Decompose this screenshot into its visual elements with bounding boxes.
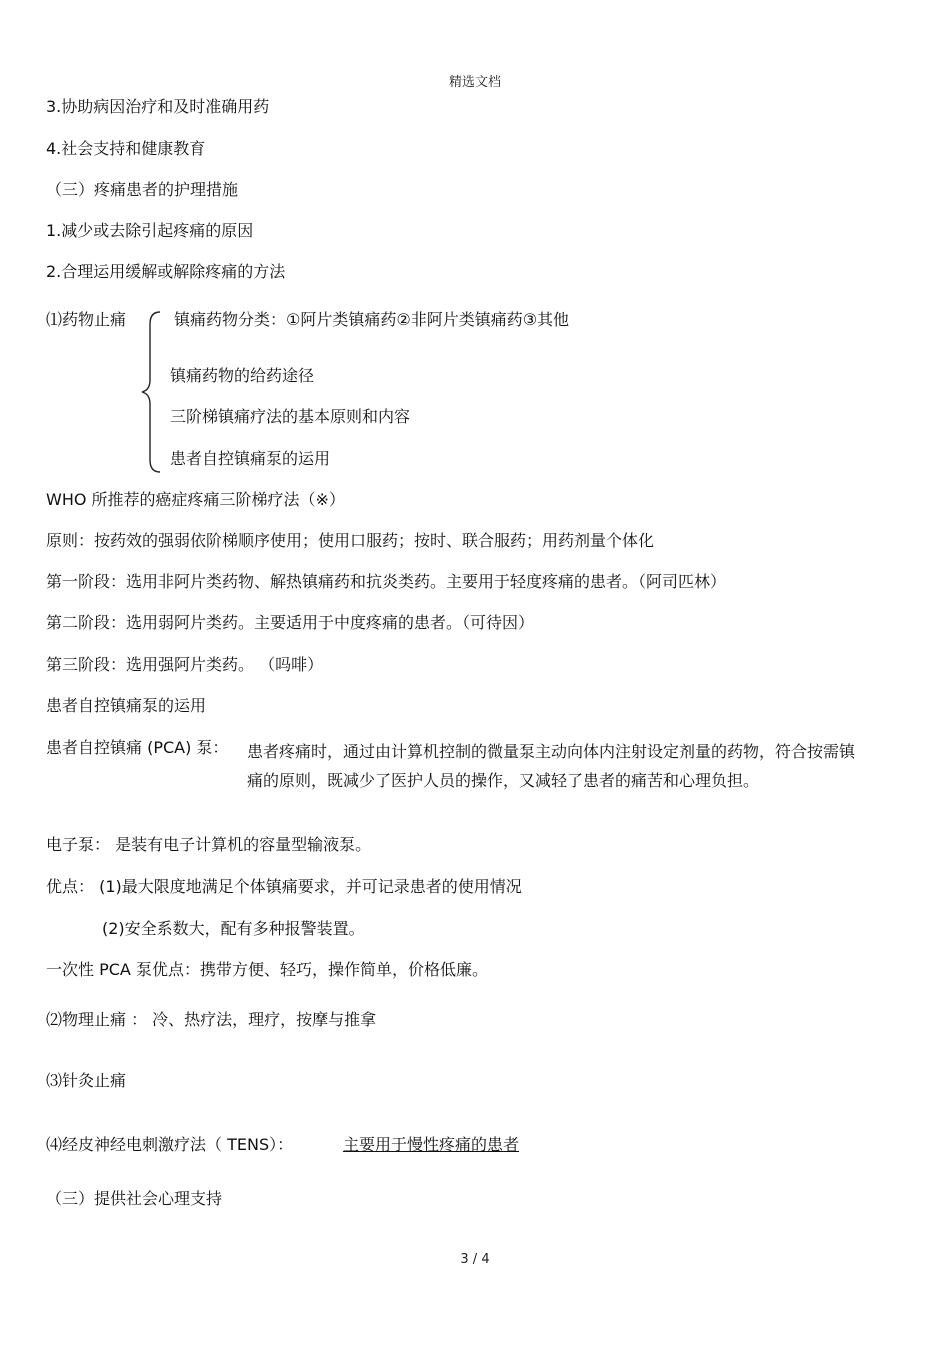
who-stage-3: 第三阶段：选用强阿片类药。 （吗啡） (46, 655, 324, 674)
physical-analgesia: ⑵物理止痛 ： 冷、热疗法，理疗，按摩与推拿 (46, 1010, 377, 1029)
who-title: WHO 所推荐的癌症疼痛三阶梯疗法（※） (46, 490, 345, 509)
page-number: 3 / 4 (460, 1252, 490, 1267)
line-4: 4.社会支持和健康教育 (46, 139, 206, 158)
acupuncture: ⑶针灸止痛 (46, 1071, 127, 1090)
tens-text: 主要用于慢性疼痛的患者 (343, 1135, 520, 1154)
who-stage-2: 第二阶段：选用弱阿片类药。主要适用于中度疼痛的患者。（可待因） (46, 613, 535, 632)
tens-label: ⑷经皮神经电刺激疗法（ TENS）： (46, 1135, 294, 1154)
drug-item-classification: 镇痛药物分类：①阿片类镇痛药②非阿片类镇痛药③其他 (174, 310, 570, 329)
who-stage-1: 第一阶段：选用非阿片类药物、解热镇痛药和抗炎类药。主要用于轻度疼痛的患者。（阿司匹林） (46, 572, 727, 591)
drug-item-route: 镇痛药物的给药途径 (170, 366, 315, 385)
drug-analgesia-label: ⑴药物止痛 (46, 310, 127, 329)
pca-label: 患者自控镇痛 (PCA) 泵： (46, 738, 229, 757)
line-3: 3.协助病因治疗和及时准确用药 (46, 97, 270, 116)
item-2: 2.合理运用缓解或解除疼痛的方法 (46, 262, 286, 281)
disposable-pca: 一次性 PCA 泵优点：携带方便、轻巧，操作简单，价格低廉。 (46, 960, 488, 979)
advantage-2: (2)安全系数大，配有多种报警装置。 (102, 919, 365, 938)
drug-item-pca: 患者自控镇痛泵的运用 (170, 449, 331, 468)
brace-icon (138, 310, 168, 474)
section-heading-support: （三）提供社会心理支持 (46, 1189, 223, 1208)
section-heading-nursing: （三）疼痛患者的护理措施 (46, 180, 239, 199)
drug-item-three-step: 三阶梯镇痛疗法的基本原则和内容 (170, 407, 411, 426)
who-principle: 原则：按药效的强弱依阶梯顺序使用；使用口服药；按时、联合服药；用药剂量个体化 (46, 531, 655, 550)
electronic-pump: 电子泵： 是装有电子计算机的容量型输液泵。 (46, 835, 372, 854)
advantage-1: 优点： (1)最大限度地满足个体镇痛要求，并可记录患者的使用情况 (46, 877, 522, 896)
pca-heading: 患者自控镇痛泵的运用 (46, 696, 207, 715)
item-1: 1.减少或去除引起疼痛的原因 (46, 221, 254, 240)
page-header: 精选文档 (448, 75, 501, 90)
pca-description: 患者疼痛时，通过由计算机控制的微量泵主动向体内注射设定剂量的药物，符合按需镇痛的原则，既减少了医护人员的操作，又减轻了患者的痛苦和心理负担。 (247, 742, 856, 790)
